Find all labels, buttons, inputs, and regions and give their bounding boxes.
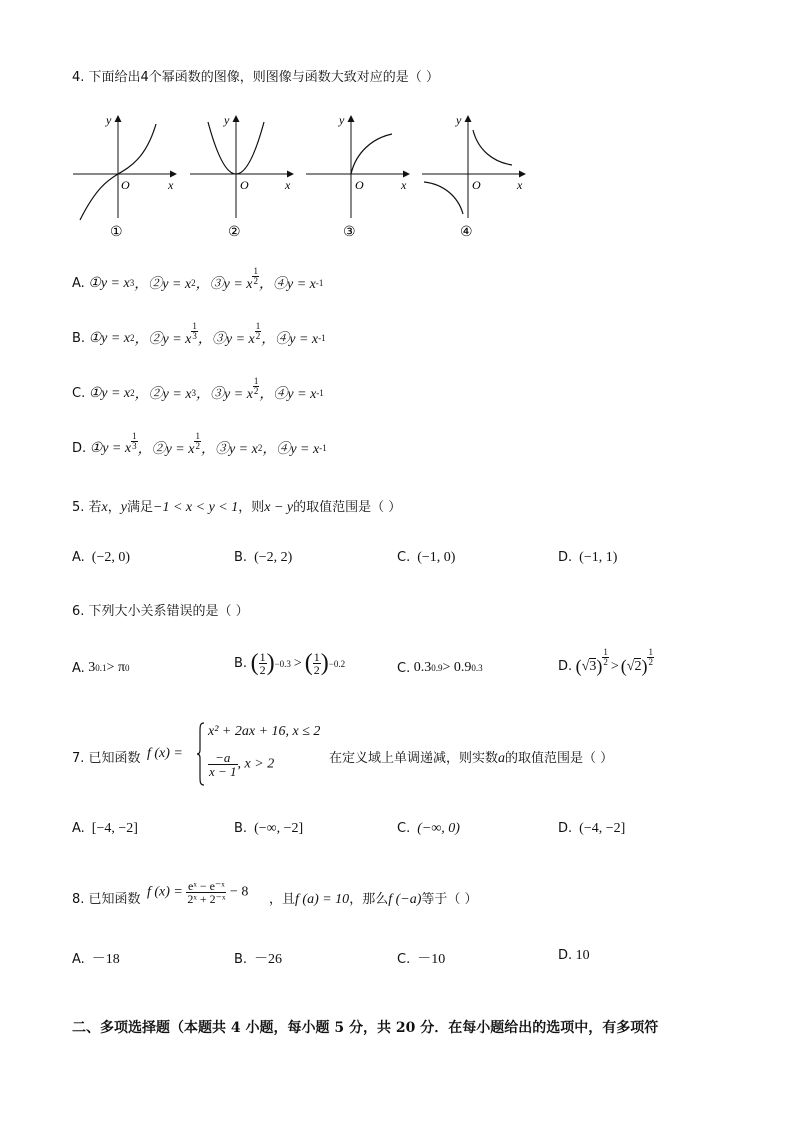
q8-formula: f (x) = $\frac{\text{eˣ − e⁻ˣ}}{\text{2ˣ + 2⁻ˣ}}$ − 8 <box>147 879 249 906</box>
section-2-heading: 二、多项选择题（本题共 4 小题，每小题 5 分，共 20 分．在每小题给出的选项中，有多项符 <box>72 1020 659 1036</box>
q8-option-c[interactable]: C. －10 <box>397 952 446 967</box>
q7-brace <box>197 722 205 786</box>
q4-option-b[interactable]: B. ①y = x 2 ，②y = x 1 3 ，③y = x 1 2 ，④y = x -1 <box>72 320 326 347</box>
x-axis-label: x <box>168 178 174 192</box>
x-axis-label: x <box>401 178 407 192</box>
origin-label: O <box>472 178 481 192</box>
q8-option-a[interactable]: A. －18 <box>72 952 120 967</box>
q8-option-d[interactable]: D. 10 <box>558 948 590 963</box>
q7-option-b[interactable]: B. (−∞, −2] <box>234 821 304 836</box>
q5-option-d[interactable]: D. (−1, 1) <box>558 550 618 565</box>
q8-tail: ，且f (a) = 10，那么f (−a)等于（ ） <box>269 892 478 907</box>
q8-num: 8. 已知函数 <box>72 892 141 907</box>
curve-3 <box>351 134 392 174</box>
graph-3 <box>306 113 409 240</box>
figure-number-2: ② <box>228 225 241 240</box>
curve-4-right <box>473 130 512 165</box>
q7-option-c[interactable]: C. (−∞, 0) <box>397 821 460 836</box>
q5-stem: 5. 若x，y满足−1 < x < y < 1，则x − y的取值范围是（ ） <box>72 500 402 515</box>
graph-1 <box>73 113 176 240</box>
figure-number-3: ③ <box>343 225 356 240</box>
q7-fx: f (x) = <box>147 746 183 761</box>
q5-option-a[interactable]: A. (−2, 0) <box>72 550 131 565</box>
q4-stem: 4. 下面给出4个幂函数的图像，则图像与函数大致对应的是（ ） <box>72 70 439 85</box>
q6-option-b[interactable]: B. ( 1 2 ) −0.3 > ( 1 2 ) −0.2 <box>234 650 346 677</box>
q6-option-d[interactable]: D. ( √ 3 ) 1 2 > ( √ 2 ) 1 2 <box>558 647 653 676</box>
q7-num: 7. 已知函数 <box>72 751 141 766</box>
q4-figures <box>68 110 538 245</box>
q5-option-b[interactable]: B. (−2, 2) <box>234 550 293 565</box>
y-axis-label: y <box>456 113 462 127</box>
q6-option-c[interactable]: C. 0.3 0.9 > 0.9 0.3 <box>397 660 483 676</box>
y-axis-label: y <box>224 113 230 127</box>
q4-option-a[interactable]: A. ①y = x 3 ，②y = x 2 ，③y = x 1 2 ，④y = x -1 <box>72 265 324 292</box>
origin-label: O <box>121 178 130 192</box>
q6-stem: 6. 下列大小关系错误的是（ ） <box>72 604 249 619</box>
graph-4 <box>422 113 525 240</box>
q7-tail: 在定义域上单调递减，则实数a的取值范围是（ ） <box>329 751 614 766</box>
q7-case-2: $\frac{-a}{x - 1}$ , x > 2 <box>209 750 275 779</box>
q4-option-c[interactable]: C. ①y = x 2 ，②y = x 3 ，③y = x 1 2 ，④y = x -1 <box>72 375 324 402</box>
q8-option-b[interactable]: B. －26 <box>234 952 283 967</box>
curve-4-left <box>424 182 463 214</box>
x-axis-label: x <box>285 178 291 192</box>
figure-number-1: ① <box>110 225 123 240</box>
q5-option-c[interactable]: C. (−1, 0) <box>397 550 456 565</box>
figure-number-4: ④ <box>460 225 473 240</box>
q7-case-1: x² + 2ax + 16, x ≤ 2 <box>208 724 321 739</box>
y-axis-label: y <box>339 113 345 127</box>
q7-option-d[interactable]: D. (−4, −2] <box>558 821 626 836</box>
q4-option-d[interactable]: D. ①y = x 1 3 ，②y = x 1 2 ，③y = x 2 ，④y = x -1 <box>72 430 327 457</box>
x-axis-label: x <box>517 178 523 192</box>
origin-label: O <box>355 178 364 192</box>
y-axis-label: y <box>106 113 112 127</box>
graph-2 <box>190 113 293 240</box>
origin-label: O <box>240 178 249 192</box>
q6-option-a[interactable]: A. 3 0.1 > π 0 <box>72 660 130 676</box>
q7-option-a[interactable]: A. [−4, −2] <box>72 821 138 836</box>
